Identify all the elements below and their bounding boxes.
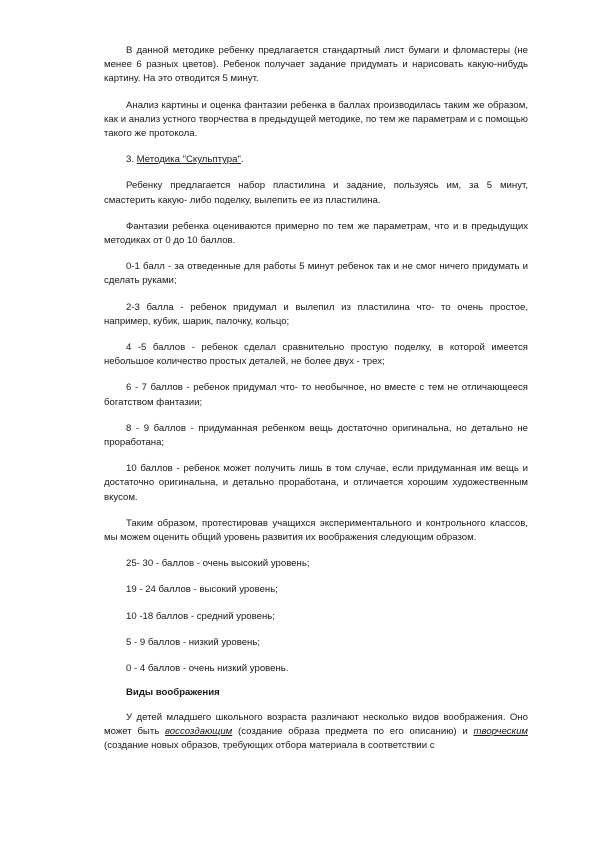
score-6-7: 6 - 7 баллов - ребенок придумал что- то необычное, но вместе с тем не отличающееся богатством фантазии; xyxy=(104,382,528,408)
score-0-1: 0-1 балл - за отведенные для работы 5 минут ребенок так и не смог ничего придумать и сделать руками; xyxy=(104,261,528,287)
section-heading-imagination-types: Виды воображения xyxy=(126,687,220,699)
imagination-text-e: (создание новых образов, требующих отбора материала в соответствии с xyxy=(104,739,435,751)
term-creative: творческим xyxy=(473,725,528,737)
method-sculpture-title: Методика "Скульптура" xyxy=(136,154,241,166)
level-low: 5 - 9 баллов - низкий уровень; xyxy=(126,636,261,648)
paragraph-drawing-method: В данной методике ребенку предлагается стандартный лист бумаги и фломастеры (не менее 6 разных цветов). Ребенок получает задание придумать и нарисовать какую-нибудь картину. На это отводится 5 минут. xyxy=(104,45,528,85)
level-very-high: 25- 30 - баллов - очень высокий уровень; xyxy=(126,558,310,570)
paragraph-analysis: Анализ картины и оценка фантазии ребенка в баллах производилась таким же образом, как и анализ устного творчества в предыдущей методике, по тем же параметрам и с помощью такого же протокола. xyxy=(104,99,528,140)
score-8-9: 8 - 9 баллов - придуманная ребенком вещь достаточно оригинальна, но детально не проработана; xyxy=(104,422,528,449)
term-recreating: воссоздающим xyxy=(165,725,233,737)
method-number: 3. xyxy=(126,154,137,166)
score-10: 10 баллов - ребенок может получить лишь в том случае, если придуманная им вещь и достаточно оригинальна, и детально проработана, и отличается хорошим художественным вкусом. xyxy=(104,463,528,503)
paragraph-sculpture-task: Ребенку предлагается набор пластилина и задание, пользуясь им, за 5 минут, смастерить какую- либо поделку, вылепить ее из пластилина. xyxy=(104,180,528,206)
imagination-text-a: У детей младшего школьного возраста различают несколько видов воображения. Оно может быть xyxy=(104,711,528,737)
score-4-5: 4 -5 баллов - ребенок сделал сравнительно простую поделку, в которой имеется небольшое количество простых деталей, не более двух - трех; xyxy=(104,342,528,368)
imagination-text-c: (создание образа предмета по его описанию) и xyxy=(232,725,474,737)
method-title-dot: . xyxy=(240,154,244,166)
document-page xyxy=(104,44,528,753)
paragraph-summary: Таким образом, протестировав учащихся экспериментального и контрольного классов, мы можем оценить общий уровень развития их воображения следующим образом. xyxy=(104,517,528,544)
level-very-low: 0 - 4 баллов - очень низкий уровень. xyxy=(126,663,289,675)
score-2-3: 2-3 балла - ребенок придумал и вылепил из пластилина что- то очень простое, например, кубик, шарик, палочку, кольцо; xyxy=(104,301,528,327)
paragraph-method-3-title xyxy=(104,153,528,167)
level-medium: 10 -18 баллов - средний уровень; xyxy=(126,610,275,622)
paragraph-imagination-types xyxy=(104,711,528,754)
paragraph-scoring: Фантазии ребенка оцениваются примерно по тем же параметрам, что и в предыдущих методиках от 0 до 10 баллов. xyxy=(104,220,528,247)
level-high: 19 - 24 баллов - высокий уровень; xyxy=(126,584,278,596)
